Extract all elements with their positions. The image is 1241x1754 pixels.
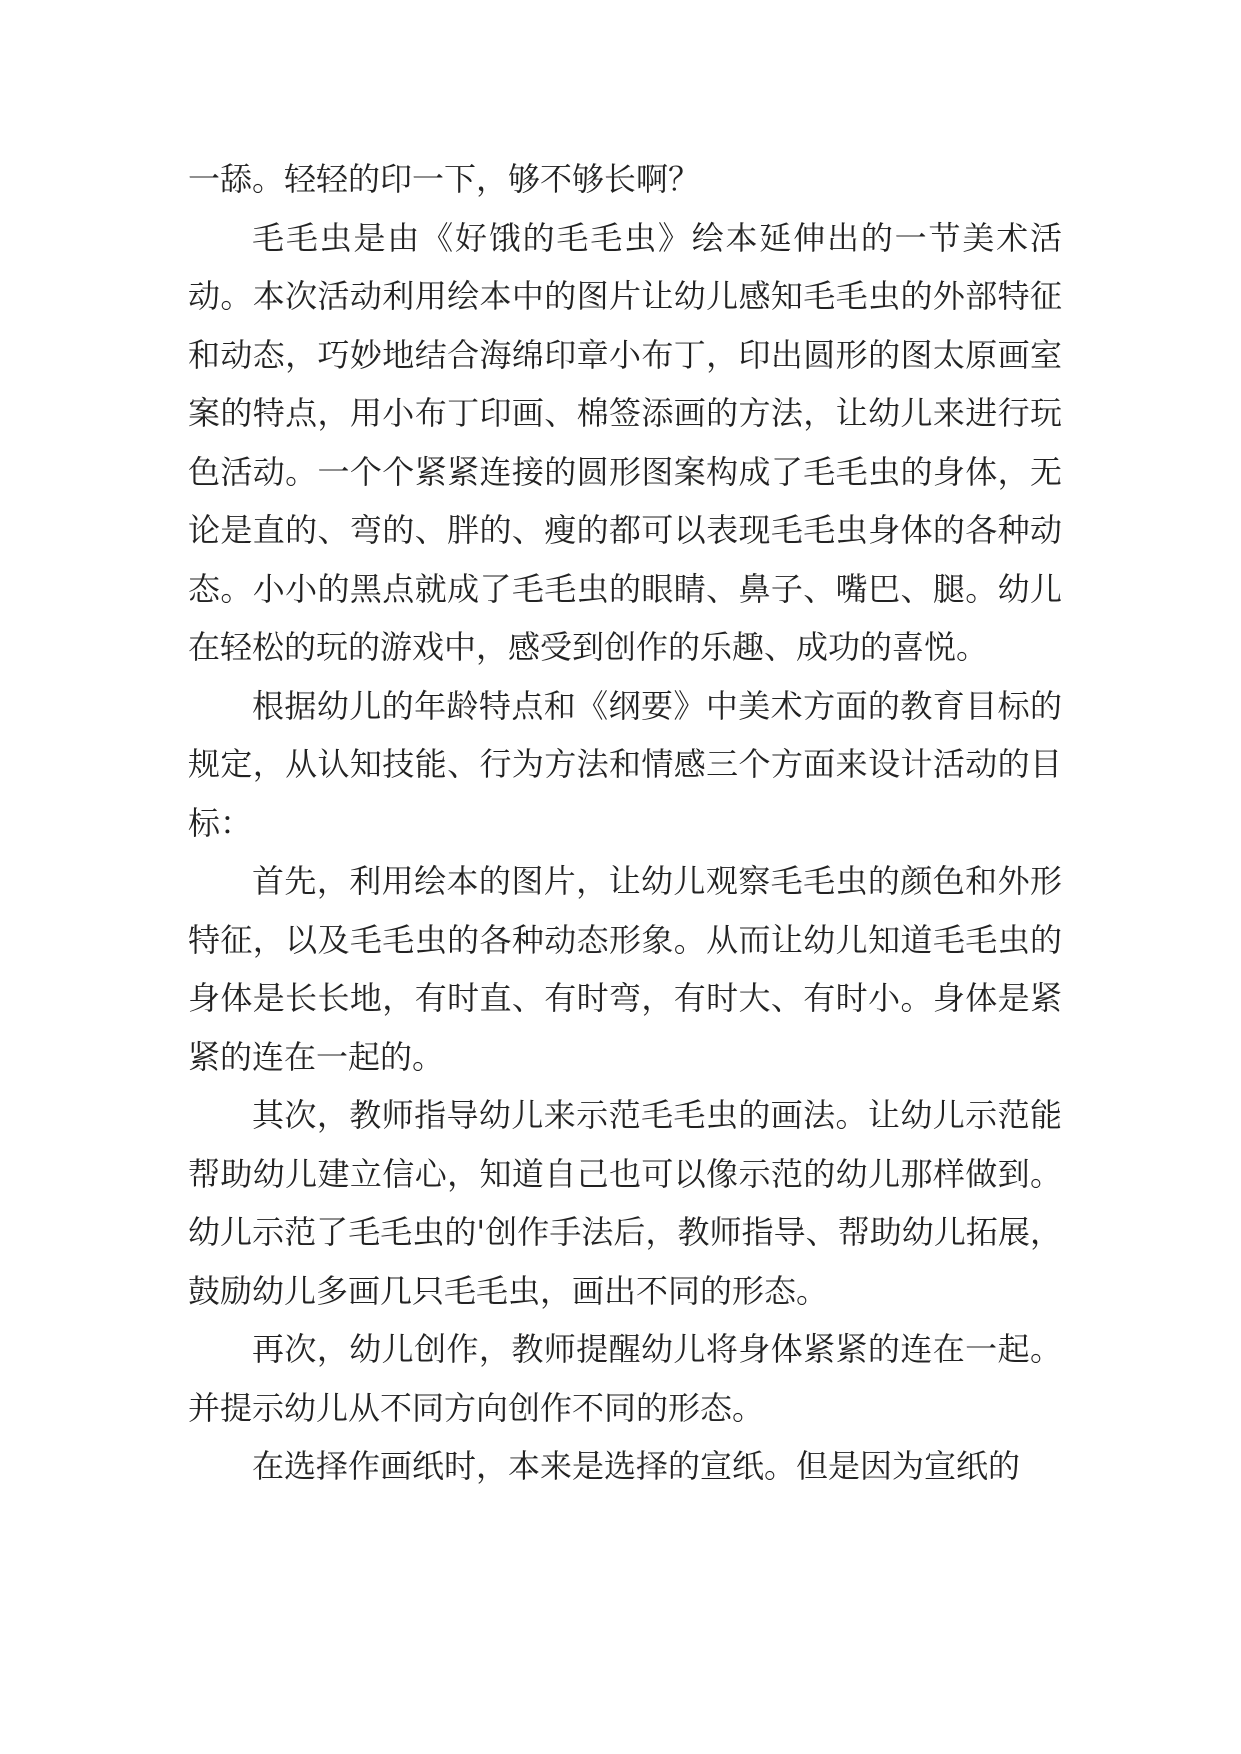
paragraph-continuation: 一舔。轻轻的印一下，够不够长啊？ [188,160,701,198]
paragraph-activity-goals: 根据幼儿的年龄特点和《纲要》中美术方面的教育目标的规定，从认知技能、行为方法和情感三个方面来设计活动的目标： [188,686,1062,842]
paragraph-third-step: 再次，幼儿创作，教师提醒幼儿将身体紧紧的连在一起。并提示幼儿从不同方向创作不同的形态。 [188,1330,1062,1427]
paragraph-activity-description: 毛毛虫是由《好饿的毛毛虫》绘本延伸出的一节美术活动。本次活动利用绘本中的图片让幼儿感知毛毛虫的外部特征和动态，巧妙地结合海绵印章小布丁，印出圆形的图太原画室案的特点，用小布丁印画、棉签添画的方法，让幼儿来进行玩色活动。一个个紧紧连接的圆形图案构成了毛毛虫的身体，无论是直的、弯的、胖的、瘦的都可以表现毛毛虫身体的各种动态。小小的黑点就成了毛毛虫的眼睛、鼻子、嘴巴、腿。幼儿在轻松的玩的游戏中，感受到创作的乐趣、成功的喜悦。 [188,218,1062,666]
document-body [188,150,1062,1496]
paragraph-paper-choice: 在选择作画纸时，本来是选择的宣纸。但是因为宣纸的 [252,1447,1021,1485]
paragraph-second-step: 其次，教师指导幼儿来示范毛毛虫的画法。让幼儿示范能帮助幼儿建立信心，知道自己也可以像示范的幼儿那样做到。幼儿示范了毛毛虫的'创作手法后，教师指导、帮助幼儿拓展，鼓励幼儿多画几只毛毛虫，画出不同的形态。 [188,1096,1062,1310]
paragraph-first-step: 首先，利用绘本的图片，让幼儿观察毛毛虫的颜色和外形特征，以及毛毛虫的各种动态形象。从而让幼儿知道毛毛虫的身体是长长地，有时直、有时弯，有时大、有时小。身体是紧紧的连在一起的。 [188,862,1062,1076]
